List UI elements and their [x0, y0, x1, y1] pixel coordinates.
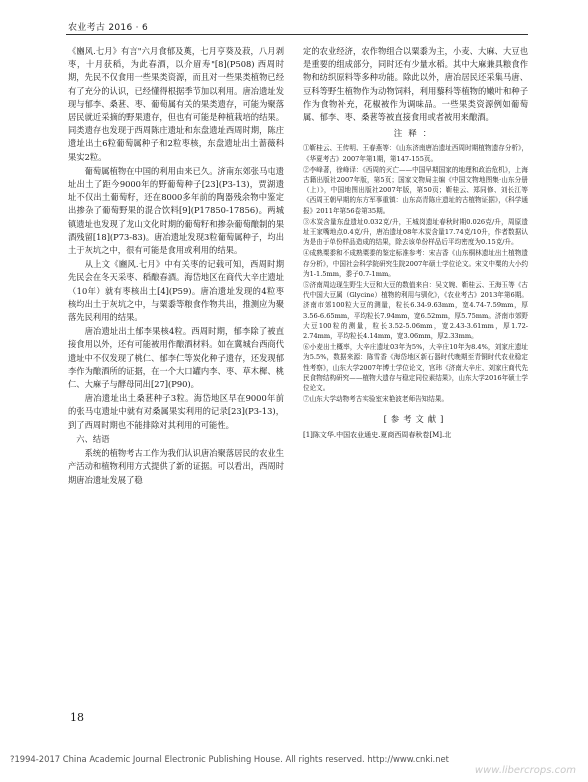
- header-rule: [66, 34, 528, 35]
- notes-list: [303, 143, 528, 404]
- footnote-item: ⑥小麦出土概率，大辛庄遗址03年为5%，大辛庄10年为8.4%，刘家庄遗址为5.5%，数据来源：陈雪香《海岱地区新石器时代晚期至青铜时代农业稳定性考察》，山东大学2007年博士学位论文，宫玮《济南大辛庄、刘家庄商代先民食物结构研究——植物大遗存与稳定同位素结果》，山东大学2016年硕士学位论文。: [303, 343, 528, 393]
- body-paragraph: 《豳风.七月》有言"六月食郁及薁，七月亨葵及菽，八月剥枣，十月获稻，为此春酒，以介眉寿"[8](P508) 西周时期，先民不仅食用一些果类资源，而且对一些果类植物已经有了充分的认识，已经懂得根据季节加以利用。唐冶遗址发现与郁李、桑葚、枣、葡萄属有关的果类遗存，可能为聚落居民就近采摘的野果遗存，但也有可能是种植栽培的结果。同类遗存也发现于西周陈庄遗址和东盘遗址西周时期，陈庄遗址出土6粒葡萄属种子和2粒枣核，东盘遗址出土蔷薇科果实2粒。: [68, 46, 284, 162]
- notes-title: 注释：: [393, 129, 438, 140]
- right-column-body: [303, 45, 528, 124]
- body-paragraph: 唐冶遗址出土郁李果核4粒。西周时期，郁李除了被直接食用以外，还有可能被用作酿酒材料。如在冀城台西商代遗址中不仅发现了桃仁、郁李仁等炭化种子遗存，还发现郁李作为酿酒所的证据，在一个大口罐内李、枣、草木樨、桃仁、大麻子与酵母同出[27](P90)。: [68, 326, 284, 390]
- page-number: 18: [70, 711, 84, 724]
- footnote-item: ①靳桂云、王传明、王春燕等：《山东济南唐冶遗址西周时期植物遗存分析》，《华夏考古》2007年第1期，第147-155页。: [303, 144, 528, 163]
- reference-item: [1]陈文华.中国农业通史.夏商西周春秋卷[M].北: [303, 430, 452, 439]
- body-paragraph: 唐冶遗址出土桑葚种子3粒。海岱地区早在9000年前的张马屯遗址中就有对桑属果实利用的记录[23](P3-13)，到了西周时期也不能排除对其利用的可能性。: [68, 393, 284, 430]
- references-title: [参考文献]: [383, 413, 448, 424]
- right-column: [303, 45, 528, 441]
- copyright-footer: ?1994-2017 China Academic Journal Electronic Publishing House. All rights reserved. http://www.cnki.net: [10, 754, 449, 764]
- section-heading: 六、结语: [76, 433, 110, 444]
- body-paragraph: 定的农业经济，农作物组合以粟黍为主，小麦、大麻、大豆也是重要的组成部分，同时还有少量水稻。其中大麻兼具粮食作物和纺织原料等多种功能。除此以外，唐冶居民还采集马唐、豆科等野生植物作为动物饲料，利用藜科等植物的嫩叶和种子作为食物补充，花椒被作为调味品。一些果类资源例如葡萄属、郁李、枣、桑葚等被直接食用或者被用来酿酒。: [303, 46, 528, 123]
- site-watermark: www.libercrops.com: [474, 765, 576, 776]
- body-paragraph: 系统的植物考古工作为我们认识唐冶聚落居民的农业生产活动和植物利用方式提供了新的证据。可以看出，西周时期唐冶遗址发展了稳: [68, 448, 284, 485]
- references-list: [303, 430, 528, 441]
- left-column: [68, 45, 284, 488]
- body-paragraph: 从上文《豳风.七月》中有关枣的记载可知，西周时期先民会在冬天采枣、稻酿春酒。海岱地区在商代大辛庄遗址（10年）就有枣核出土[4](P59)。唐冶遗址发现的4粒枣核均出土于灰坑之中，与粟黍等粮食作物共出，推测应为聚落先民利用的结果。: [68, 259, 284, 323]
- footnote-item: ⑦山东大学动物考古实验室宋艳波老师告知结果。: [303, 395, 449, 404]
- body-paragraph: 葡萄属植物在中国的利用由来已久。济南东郊张马屯遗址出土了距今9000年的野葡萄种子[23](P3-13)，贾湖遗址不仅出土葡萄籽，还在8000多年前的陶器残余物中鉴定出掺杂了葡萄野果的混合饮料[9](P17850-17856)。两城镇遗址也发现了龙山文化时期的葡萄籽和掺杂葡萄酿制的果酒残留[18](P73-83)。唐冶遗址发现3粒葡萄属种子，均出土于灰坑之中，很有可能是食用或利用的结果。: [68, 165, 284, 256]
- footnote-item: ②李峰著，徐峰译：《西周的灭亡——中国早期国家的地理和政治危机》，上海古籍出版社2007年版，第5页；国家文物局主编《中国文物地图集·山东分册（上）》，中国地图出版社2007年版，第50页；靳桂云、郑同修、刘长江等《西周王朝早期的东方军事重镇：山东高青陈庄遗址的古植物证据》，《科学通报》2011年第56卷第35期。: [303, 165, 528, 215]
- running-header: 农业考古 2016 · 6: [68, 23, 148, 33]
- footnote-item: ④成熟粟黍和不成熟粟黍的鉴定标准参考：宋吉香《山东桐林遗址出土植物遗存分析》，中国社会科学院研究生院2007年硕士学位论文。宋文中粟的大小约为1-1.5mm，黍子0.7-1mm。: [303, 249, 528, 278]
- footnote-item: ③木炭含量东盘遗址0.032克/升，王城岗遗址春秋时期0.026克/升，周原遗址王家嘴地点0.4克/升，唐冶遗址08年木炭含量17.74克/10升，作者数据认为是由于单份样品造成的结果，除去该单份样品后平均密度为0.15克/升。: [303, 217, 528, 247]
- footnote-item: ⑤济南周边现生野生大豆和大豆的数值来自：吴文婉、靳桂云、王海玉等《古代中国大豆属（Glycine）植物的利用与驯化》，《农业考古》2013年第6期。济南市郊100粒大豆的测量，粒长6.34-9.63mm，宽4.74-7.59mm，厚3.56-6.65mm，平均粒长7.94mm，宽6.52mm，厚5.75mm。济南市郊野大豆100粒的测量，粒长3.52-5.06mm，宽2.43-3.61mm，厚1.72-2.74mm，平均粒长4.14mm，宽3.06mm，厚2.33mm。: [303, 281, 528, 341]
